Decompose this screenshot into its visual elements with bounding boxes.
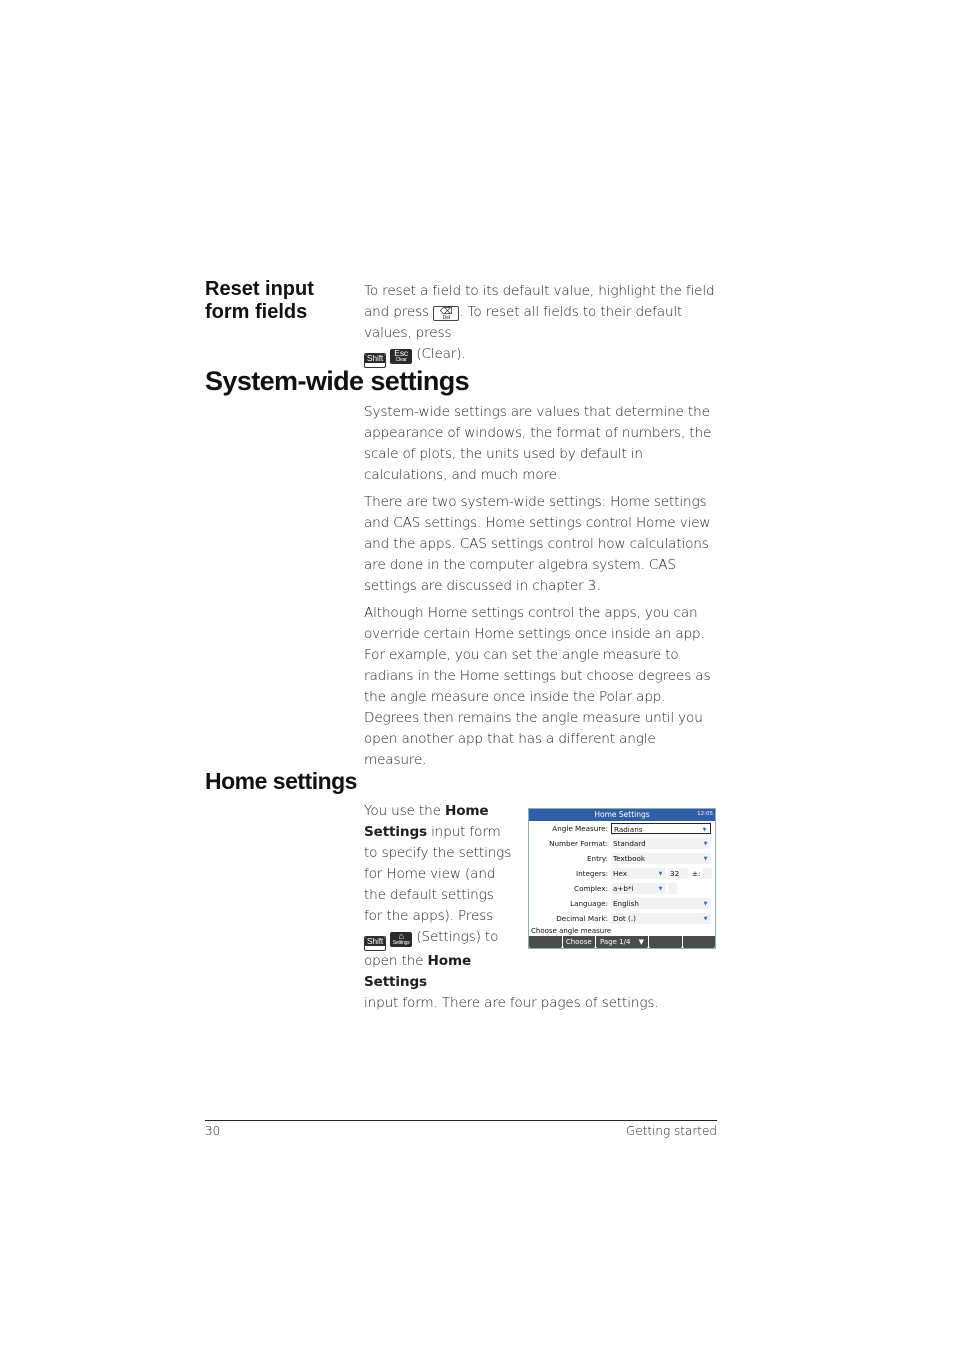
clear-key-label: Clear: [395, 357, 407, 363]
calc-row[interactable]: [529, 881, 715, 896]
del-key-label: Del: [442, 315, 450, 321]
calc-row-label: Integers:: [575, 869, 608, 878]
calc-menu-page-label: Page 1/4: [599, 938, 631, 946]
reset-text-2: . To reset all fields to their default values, press: [364, 304, 683, 341]
down-arrow-icon: ▼: [638, 938, 645, 946]
checkbox[interactable]: [703, 868, 712, 879]
reset-heading: Reset input form fields: [205, 278, 314, 323]
calc-menu-4[interactable]: [649, 936, 682, 948]
home-settings-heading: Home settings: [205, 768, 357, 794]
dropdown-arrow-icon[interactable]: ▼: [703, 841, 708, 847]
calc-menu-choose[interactable]: Choose: [563, 936, 596, 948]
settings-key: [390, 932, 412, 947]
calc-row-value: Standard: [613, 839, 646, 848]
settings-key-label: Settings: [392, 940, 410, 946]
calc-row-label: Complex:: [574, 884, 608, 893]
calc-menu-1[interactable]: [529, 936, 562, 948]
calc-row-field[interactable]: [611, 913, 711, 924]
home-bold-1: Home Settings: [364, 803, 489, 840]
calculator-screen: [528, 808, 716, 949]
esc-key-label: Esc: [394, 348, 409, 358]
esc-key: [390, 349, 412, 364]
system-paragraph-1: System-wide settings are values that determine the appearance of windows, the format of numbers, the scale of plots, the units used by default in calculations, and much more.: [364, 404, 712, 483]
calc-row-field[interactable]: [611, 823, 711, 834]
shift-key-2: [364, 936, 386, 951]
reset-text-1: To reset a field to its default value, highlight the field and press: [364, 283, 715, 320]
calc-row[interactable]: [529, 911, 715, 926]
calc-title: Home Settings: [594, 810, 650, 819]
backspace-icon: ⌫: [439, 306, 453, 316]
calc-row-field[interactable]: [611, 898, 711, 909]
calc-row-label: Decimal Mark:: [556, 914, 608, 923]
calc-row-label: Angle Measure:: [552, 824, 608, 833]
calc-row[interactable]: [529, 896, 715, 911]
calc-row-value: Textbook: [613, 854, 646, 863]
calc-status-text: Choose angle measure: [531, 927, 612, 935]
dropdown-arrow-icon[interactable]: ▼: [703, 856, 708, 862]
calc-row-label: Language:: [570, 899, 608, 908]
system-settings-body: [364, 402, 720, 771]
calc-menu-bar: [529, 936, 715, 948]
dropdown-arrow-icon[interactable]: ▼: [703, 901, 708, 907]
home-text-4: input form. There are four pages of settings.: [364, 995, 659, 1011]
calc-row-field[interactable]: [611, 838, 711, 849]
calc-row[interactable]: [529, 821, 715, 836]
chapter-name: Getting started: [626, 1124, 717, 1138]
del-key: [433, 306, 459, 321]
footer-rule: [205, 1120, 717, 1121]
calc-title-bar: [529, 809, 715, 821]
calc-row[interactable]: [529, 836, 715, 851]
checkbox[interactable]: [668, 883, 677, 894]
reset-text-3: (Clear).: [416, 346, 466, 362]
home-text-3: (Settings) to open the: [364, 929, 499, 969]
page-number: 30: [205, 1124, 221, 1138]
home-bold-2: Home Settings: [364, 953, 472, 990]
calc-menu-5[interactable]: [683, 936, 716, 948]
home-text-2: input form to specify the settings for Home view (and the default settings for the apps). Press: [364, 824, 512, 924]
shift-key-label: Shift: [366, 353, 384, 363]
dropdown-arrow-icon[interactable]: ▼: [658, 871, 663, 877]
shift-key-2-label: Shift: [366, 936, 384, 946]
calc-row-label: Entry:: [586, 854, 608, 863]
calc-row-value: Hex: [613, 869, 627, 878]
system-settings-heading: System-wide settings: [205, 366, 470, 396]
system-paragraph-3: Although Home settings control the apps, you can override certain Home settings once inside an app. For example, you can set the angle measure to radians in the Home settings but choose degrees as the angle measure once inside the Polar app. Degrees then remains the angle measure until you open another app that has a different angle measure.: [364, 605, 711, 768]
calc-row[interactable]: [529, 866, 715, 881]
calc-row-value: Radians: [614, 825, 643, 834]
calc-row-field[interactable]: [611, 883, 666, 894]
calc-status-icons: 12:05: [697, 811, 713, 817]
system-paragraph-2: There are two system-wide settings: Home settings and CAS settings. Home settings control Home view and the apps. CAS settings control how calculations are done in the computer algebra system. CAS settings are discussed in chapter 3.: [364, 494, 711, 594]
home-text-1: You use the: [364, 803, 441, 819]
dropdown-arrow-icon[interactable]: ▼: [703, 916, 708, 922]
reset-paragraph: [364, 281, 720, 368]
dropdown-arrow-icon[interactable]: ▼: [658, 886, 663, 892]
calc-menu-page[interactable]: [596, 936, 648, 948]
calc-row-field[interactable]: [611, 853, 711, 864]
calc-row-field[interactable]: [611, 868, 666, 879]
calc-row-value: English: [613, 899, 639, 908]
calc-row-extra-label: ±:: [692, 869, 701, 878]
home-icon: ⌂: [398, 931, 404, 941]
dropdown-arrow-icon[interactable]: ▼: [702, 827, 707, 833]
calc-rows: [529, 821, 715, 926]
calc-row-extra-field[interactable]: 32: [668, 868, 688, 879]
calc-row-label: Number Format:: [549, 839, 608, 848]
calc-row[interactable]: [529, 851, 715, 866]
calc-row-value: Dot (.): [613, 914, 636, 923]
calc-row-value: a+b*i: [613, 884, 634, 893]
